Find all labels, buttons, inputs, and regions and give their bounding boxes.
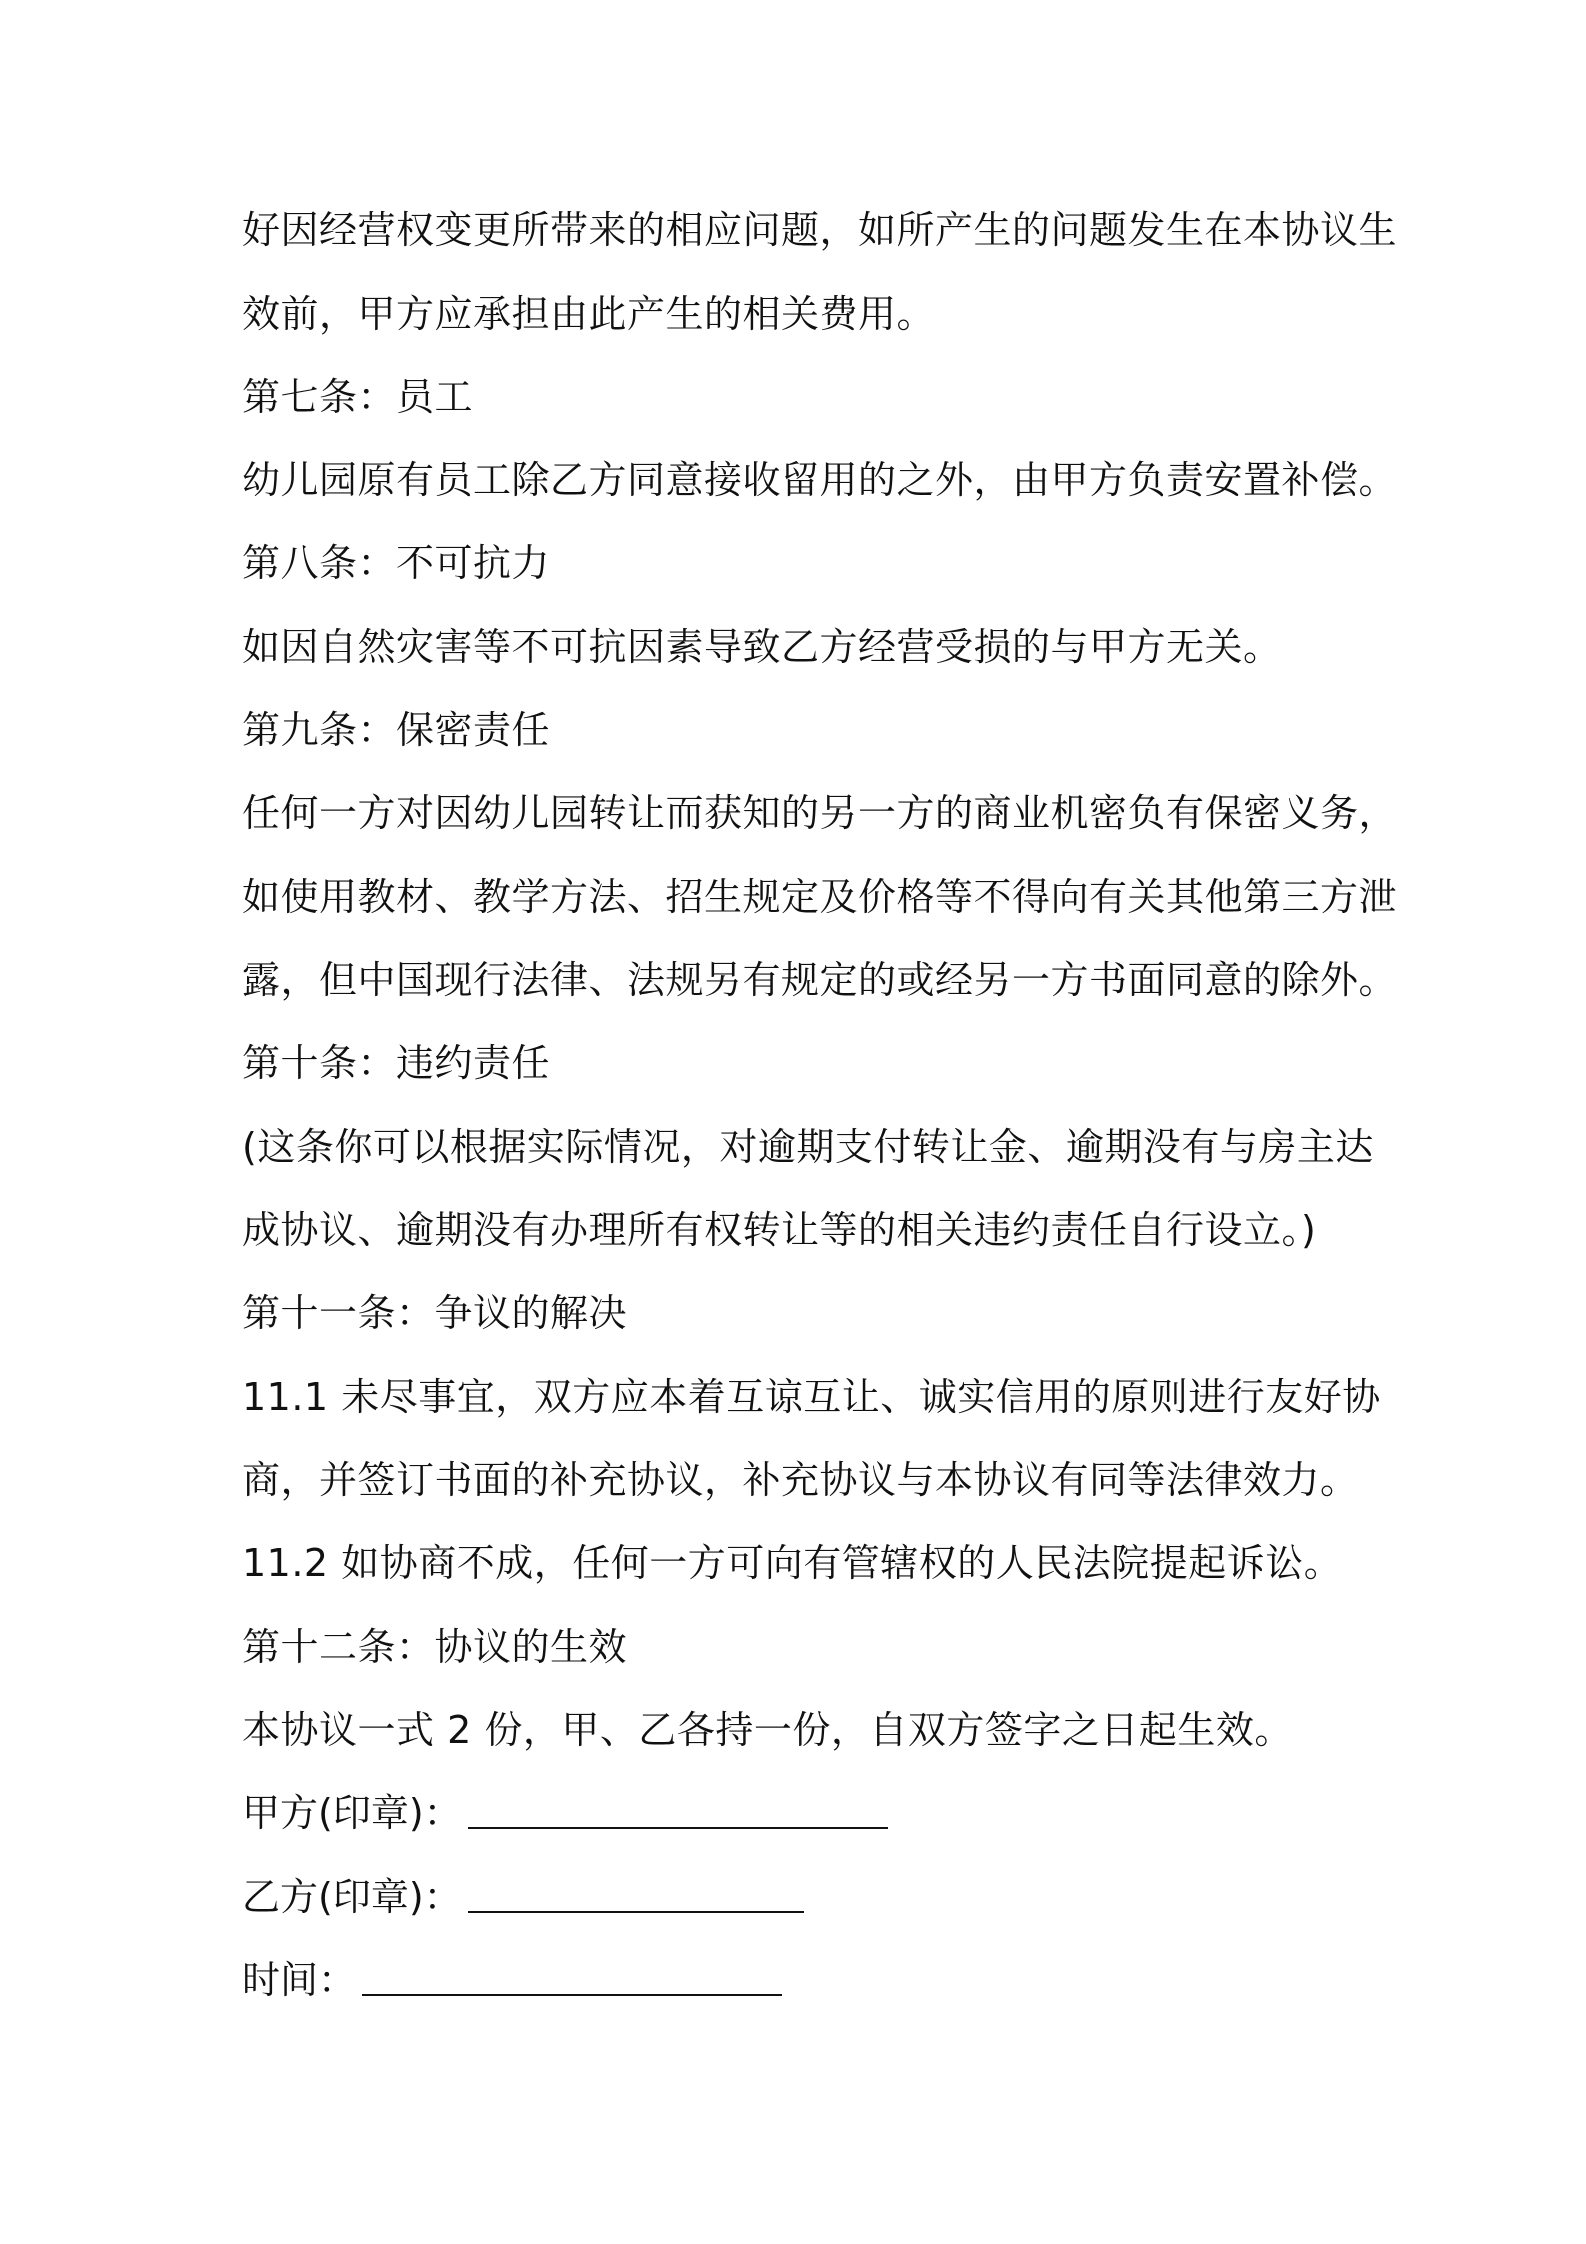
body-text-line: 商，并签订书面的补充协议，补充协议与本协议有同等法律效力。 [242,1458,1359,1502]
clause-heading-11: 第十一条：争议的解决 [242,1291,628,1335]
body-text-line: 如因自然灾害等不可抗因素导致乙方经营受损的与甲方无关。 [242,625,1282,669]
date-signature-line[interactable] [362,1958,782,1996]
clause-heading-12: 第十二条：协议的生效 [242,1625,628,1669]
party-b-signature-line[interactable] [468,1875,804,1913]
clause-heading-9: 第九条：保密责任 [242,708,551,752]
body-text-line: 好因经营权变更所带来的相应问题，如所产生的问题发生在本协议生 [242,208,1398,252]
body-text-line: 11.1 未尽事宜，双方应本着互谅互让、诚实信用的原则进行友好协 [242,1375,1381,1419]
date-signature [242,1956,782,2004]
body-text-line: 成协议、逾期没有办理所有权转让等的相关违约责任自行设立。) [242,1208,1317,1252]
body-text-line: 本协议一式 2 份，甲、乙各持一份，自双方签字之日起生效。 [242,1708,1293,1752]
body-text-line: 任何一方对因幼儿园转让而获知的另一方的商业机密负有保密义务， [242,791,1398,835]
body-text-line: 效前，甲方应承担由此产生的相关费用。 [242,292,936,336]
party-a-label: 甲方(印章)： [242,1791,462,1835]
body-text-line: 幼儿园原有员工除乙方同意接收留用的之外，由甲方负责安置补偿。 [242,458,1398,502]
body-text-line: 如使用教材、教学方法、招生规定及价格等不得向有关其他第三方泄 [242,875,1398,919]
clause-heading-10: 第十条：违约责任 [242,1041,551,1085]
clause-heading-7: 第七条：员工 [242,375,474,419]
body-text-line: 11.2 如协商不成，任何一方可向有管辖权的人民法院提起诉讼。 [242,1541,1343,1585]
body-text-line: (这条你可以根据实际情况，对逾期支付转让金、逾期没有与房主达 [242,1125,1374,1169]
party-a-signature [242,1789,888,1837]
body-text-line: 露，但中国现行法律、法规另有规定的或经另一方书面同意的除外。 [242,958,1398,1002]
party-b-signature [242,1873,804,1921]
clause-heading-8: 第八条：不可抗力 [242,541,551,585]
date-label: 时间： [242,1958,357,2002]
party-b-label: 乙方(印章)： [242,1875,462,1919]
party-a-signature-line[interactable] [468,1791,888,1829]
